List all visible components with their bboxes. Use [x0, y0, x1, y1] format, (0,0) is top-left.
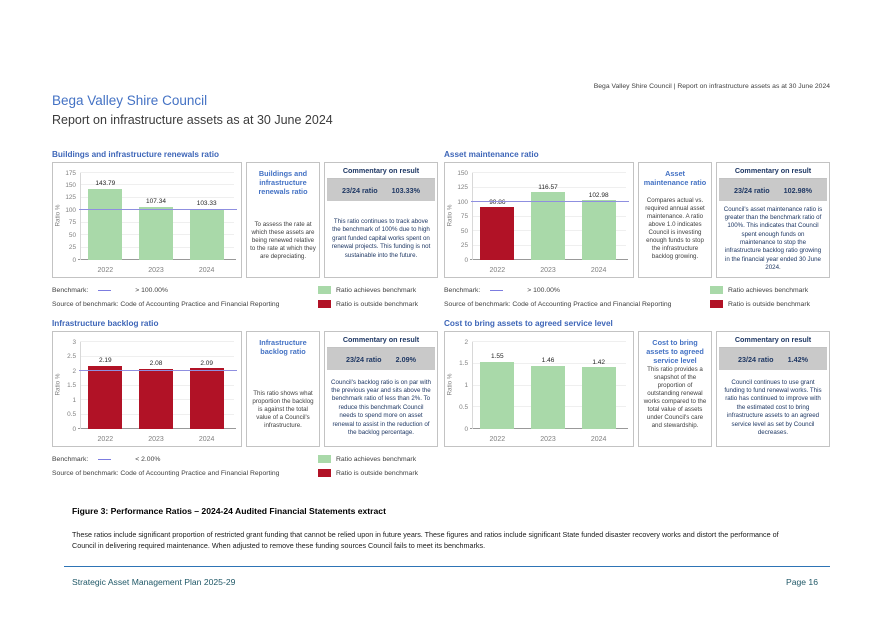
page-title: Report on infrastructure assets as at 30 June 2024	[52, 113, 333, 127]
ratio-value: 103.33%	[391, 185, 420, 195]
ratio-label: 23/24 ratio	[734, 185, 770, 195]
x-tick-label: 2024	[198, 267, 215, 274]
y-tick-label: 3	[72, 338, 76, 346]
red-swatch	[318, 300, 331, 308]
bar-value-label: 2.09	[200, 359, 213, 367]
bar-2024	[190, 368, 224, 429]
benchmark-line-swatch	[98, 459, 111, 460]
commentary-header: Commentary on result	[719, 164, 827, 179]
benchmark-source: Source of benchmark: Code of Accounting Practice and Financial Reporting	[444, 300, 672, 308]
panel-title: Infrastructure backlog ratio	[52, 319, 159, 328]
x-tick-label: 2022	[489, 267, 506, 274]
legend-outside-label: Ratio is outside benchmark	[336, 469, 418, 477]
bar-2022	[88, 189, 122, 260]
benchmark-value: < 2.00%	[135, 455, 161, 463]
legend-outside-label: Ratio is outside benchmark	[336, 300, 418, 308]
x-tick-label: 2023	[148, 267, 164, 274]
x-tick-label: 2023	[540, 436, 556, 443]
y-axis-label: Ratio %	[446, 373, 454, 396]
bar-value-label: 116.57	[538, 183, 558, 191]
gridline	[472, 172, 626, 173]
legend-outside	[318, 300, 418, 308]
bar-2023	[531, 366, 565, 430]
bar-2024	[582, 200, 616, 260]
ratio-band	[719, 179, 827, 201]
benchmark-line	[79, 209, 237, 210]
ratio-description-box	[246, 331, 320, 447]
backlog-ratio-chart	[52, 331, 242, 447]
page-number: Page 16	[785, 577, 818, 587]
figure-caption: Figure 3: Performance Ratios – 2024-24 Audited Financial Statements extract	[72, 506, 386, 516]
commentary-box	[324, 331, 438, 447]
y-axis-label: Ratio %	[446, 204, 454, 227]
bar-value-label: 1.42	[592, 358, 605, 366]
x-tick-label: 2022	[489, 436, 506, 443]
green-swatch	[710, 286, 723, 294]
y-axis	[472, 173, 473, 260]
y-tick-label: 2	[72, 367, 76, 375]
ratio-label: 23/24 ratio	[346, 354, 382, 364]
ratio-label: 23/24 ratio	[738, 354, 774, 364]
y-axis-label: Ratio %	[54, 373, 62, 396]
figure-note: These ratios include significant proportion of restricted grant funding that cannot be relied upon in future years. These figures and ratios include significant State funded disaster recovery works and distort the performance of Council in delivering required maintenance. When adjusted to remove these funding sources Council fails to meet its benchmarks.	[72, 530, 779, 550]
y-tick-label: 0	[72, 425, 76, 433]
ratio-description: To assess the rate at which these assets are being renewed relative to the rate at which they are depreciating.	[250, 220, 316, 260]
benchmark-block	[444, 283, 830, 311]
y-tick-label: 1.5	[459, 360, 468, 368]
x-tick-label: 2024	[590, 267, 607, 274]
ratio-description-box	[638, 331, 712, 447]
gridline	[472, 341, 626, 342]
benchmark-value: > 100.00%	[135, 286, 168, 294]
commentary-box	[716, 162, 830, 278]
benchmark-source: Source of benchmark: Code of Accounting Practice and Financial Reporting	[52, 300, 280, 308]
y-tick-label: 175	[65, 169, 76, 177]
ratio-box-title: Cost to bring assets to agreed service level	[646, 338, 704, 366]
y-tick-label: 100	[457, 198, 468, 206]
panel-title: Cost to bring assets to agreed service level	[444, 319, 613, 328]
performance-panels	[52, 150, 830, 480]
ratio-band	[327, 348, 435, 370]
ratio-description-box	[246, 162, 320, 278]
y-tick-label: 0	[464, 425, 468, 433]
red-swatch	[318, 469, 331, 477]
council-title: Bega Valley Shire Council	[52, 93, 208, 108]
legend-outside	[318, 469, 418, 477]
y-tick-label: 0	[464, 256, 468, 264]
y-tick-label: 150	[65, 181, 76, 189]
panel-asset-maintenance-ratio	[444, 150, 830, 311]
legend-outside-label: Ratio is outside benchmark	[728, 300, 810, 308]
bar-2023	[139, 207, 173, 260]
y-tick-label: 50	[68, 231, 76, 239]
bar-value-label: 107.34	[146, 198, 166, 206]
running-header: Bega Valley Shire Council | Report on infrastructure assets as at 30 June 2024	[593, 83, 830, 90]
legend-achieves	[318, 286, 416, 294]
footer-document-title: Strategic Asset Management Plan 2025-29	[72, 577, 236, 587]
ratio-value: 1.42%	[787, 354, 808, 364]
legend-achieves	[710, 286, 808, 294]
commentary-text: Council's asset maintenance ratio is greater than the benchmark ratio of 100%. This indicates that Council spent enough funds on maintenance to stop the infrastructure backlog ratio growing in the financial year ended 30 June 2024.	[723, 205, 823, 272]
gridline	[80, 172, 234, 173]
bar-2022	[88, 366, 122, 430]
y-tick-label: 75	[68, 219, 76, 227]
y-tick-label: 1	[72, 396, 76, 404]
bar-value-label: 1.46	[541, 357, 555, 364]
y-axis	[80, 342, 81, 429]
ratio-band	[719, 348, 827, 370]
y-tick-label: 1.5	[67, 382, 76, 389]
green-swatch	[318, 455, 331, 463]
commentary-box	[716, 331, 830, 447]
bar-value-label: 2.19	[99, 357, 112, 364]
benchmark-block	[52, 283, 438, 311]
ratio-label: 23/24 ratio	[342, 185, 378, 195]
y-tick-label: 0	[72, 256, 76, 264]
green-swatch	[318, 286, 331, 294]
cost-to-bring-chart	[444, 331, 634, 447]
ratio-box-title: Asset maintenance ratio	[643, 169, 707, 188]
red-swatch	[710, 300, 723, 308]
commentary-text: Council continues to use grant funding to fund renewal works. This ratio has continued to improve with the estimated cost to bring infrastructure assets to an agreed service level as set by Council decreases.	[724, 378, 822, 436]
legend-achieves-label: Ratio achieves benchmark	[336, 286, 417, 294]
benchmark-source: Source of benchmark: Code of Accounting Practice and Financial Reporting	[52, 469, 280, 477]
y-tick-label: 50	[460, 227, 468, 235]
legend-outside	[710, 300, 810, 308]
commentary-header: Commentary on result	[327, 164, 435, 179]
panel-infrastructure-backlog-ratio	[52, 319, 438, 480]
bar-2024	[190, 209, 224, 260]
benchmark-line-swatch	[98, 290, 111, 291]
y-tick-label: 125	[65, 194, 76, 202]
y-tick-label: 25	[460, 242, 468, 249]
y-tick-label: 0.5	[67, 411, 76, 418]
legend-achieves-label: Ratio achieves benchmark	[336, 455, 417, 463]
y-tick-label: 2	[464, 338, 468, 346]
benchmark-line-swatch	[490, 290, 503, 291]
bar-value-label: 103.33	[196, 200, 217, 208]
benchmark-value: > 100.00%	[527, 286, 560, 294]
ratio-description: Compares actual vs. required annual asset maintenance. A ratio above 1.0 indicates Council is investing enough funds to stop the infrastructure backlog growing.	[645, 196, 705, 260]
bar-value-label: 1.55	[491, 353, 504, 361]
benchmark-label: Benchmark:	[444, 286, 481, 294]
x-tick-label: 2023	[148, 436, 164, 443]
y-tick-label: 100	[65, 206, 76, 214]
bar-2022	[480, 362, 514, 429]
gridline	[80, 341, 234, 342]
y-tick-label: 150	[457, 169, 468, 177]
legend-achieves	[318, 455, 416, 463]
bar-2023	[531, 192, 565, 260]
page-footer	[72, 577, 818, 587]
x-tick-label: 2022	[97, 267, 114, 274]
ratio-box-title: Buildings and infrastructure renewals ratio	[258, 169, 308, 197]
footer-divider	[64, 566, 830, 567]
panel-buildings-renewals-ratio	[52, 150, 438, 311]
y-tick-label: 75	[460, 213, 468, 220]
x-tick-label: 2024	[590, 436, 607, 443]
bar-value-label: 102.98	[588, 191, 609, 199]
ratio-value: 2.09%	[395, 354, 416, 364]
panel-title: Buildings and infrastructure renewals ratio	[52, 150, 219, 159]
benchmark-line	[471, 201, 629, 202]
benchmark-line	[79, 370, 237, 371]
bar-2024	[582, 367, 616, 429]
ratio-band	[327, 179, 435, 201]
benchmark-block	[52, 452, 438, 480]
bar-value-label: 90.86	[489, 198, 506, 206]
y-tick-label: 0.5	[459, 403, 468, 411]
commentary-box	[324, 162, 438, 278]
ratio-box-title: Infrastructure backlog ratio	[259, 338, 307, 357]
legend-achieves-label: Ratio achieves benchmark	[728, 286, 809, 294]
y-tick-label: 125	[457, 184, 468, 191]
commentary-text: Council's backlog ratio is on par with the previous year and sits above the benchmark ratio of less than 2%. To reduce this benchmark Council needs to spend more on asset renewal to assist in the reduction of the backlog percentage.	[331, 378, 431, 436]
bar-value-label: 143.79	[95, 180, 116, 188]
benchmark-label: Benchmark:	[52, 455, 89, 463]
y-tick-label: 1	[464, 382, 468, 389]
ratio-description: This ratio provides a snapshot of the proportion of outstanding renewal works compared to the total value of assets under Council's care and stewardship.	[643, 365, 707, 429]
x-tick-label: 2023	[540, 267, 556, 274]
panel-title: Asset maintenance ratio	[444, 150, 539, 159]
ratio-description-box	[638, 162, 712, 278]
x-tick-label: 2024	[198, 436, 215, 443]
commentary-header: Commentary on result	[719, 333, 827, 348]
panel-cost-to-bring-assets	[444, 319, 830, 447]
x-tick-label: 2022	[97, 436, 114, 443]
y-tick-label: 2.5	[67, 353, 76, 360]
maintenance-ratio-chart	[444, 162, 634, 278]
bar-value-label: 2.08	[149, 360, 163, 368]
bar-2023	[139, 369, 173, 429]
ratio-description: This ratio shows what proportion the backlog is against the total value of a Council's infrastructure.	[252, 389, 314, 429]
commentary-header: Commentary on result	[327, 333, 435, 348]
renewals-ratio-chart	[52, 162, 242, 278]
bar-2022	[480, 207, 514, 260]
y-axis-label: Ratio %	[54, 204, 62, 227]
benchmark-label: Benchmark:	[52, 286, 89, 294]
ratio-value: 102.98%	[783, 185, 812, 195]
commentary-text: This ratio continues to track above the benchmark of 100% due to high grant funded capital works spent on renewal projects. This funding is not sustainable into the future.	[331, 218, 431, 259]
y-tick-label: 25	[68, 244, 76, 252]
